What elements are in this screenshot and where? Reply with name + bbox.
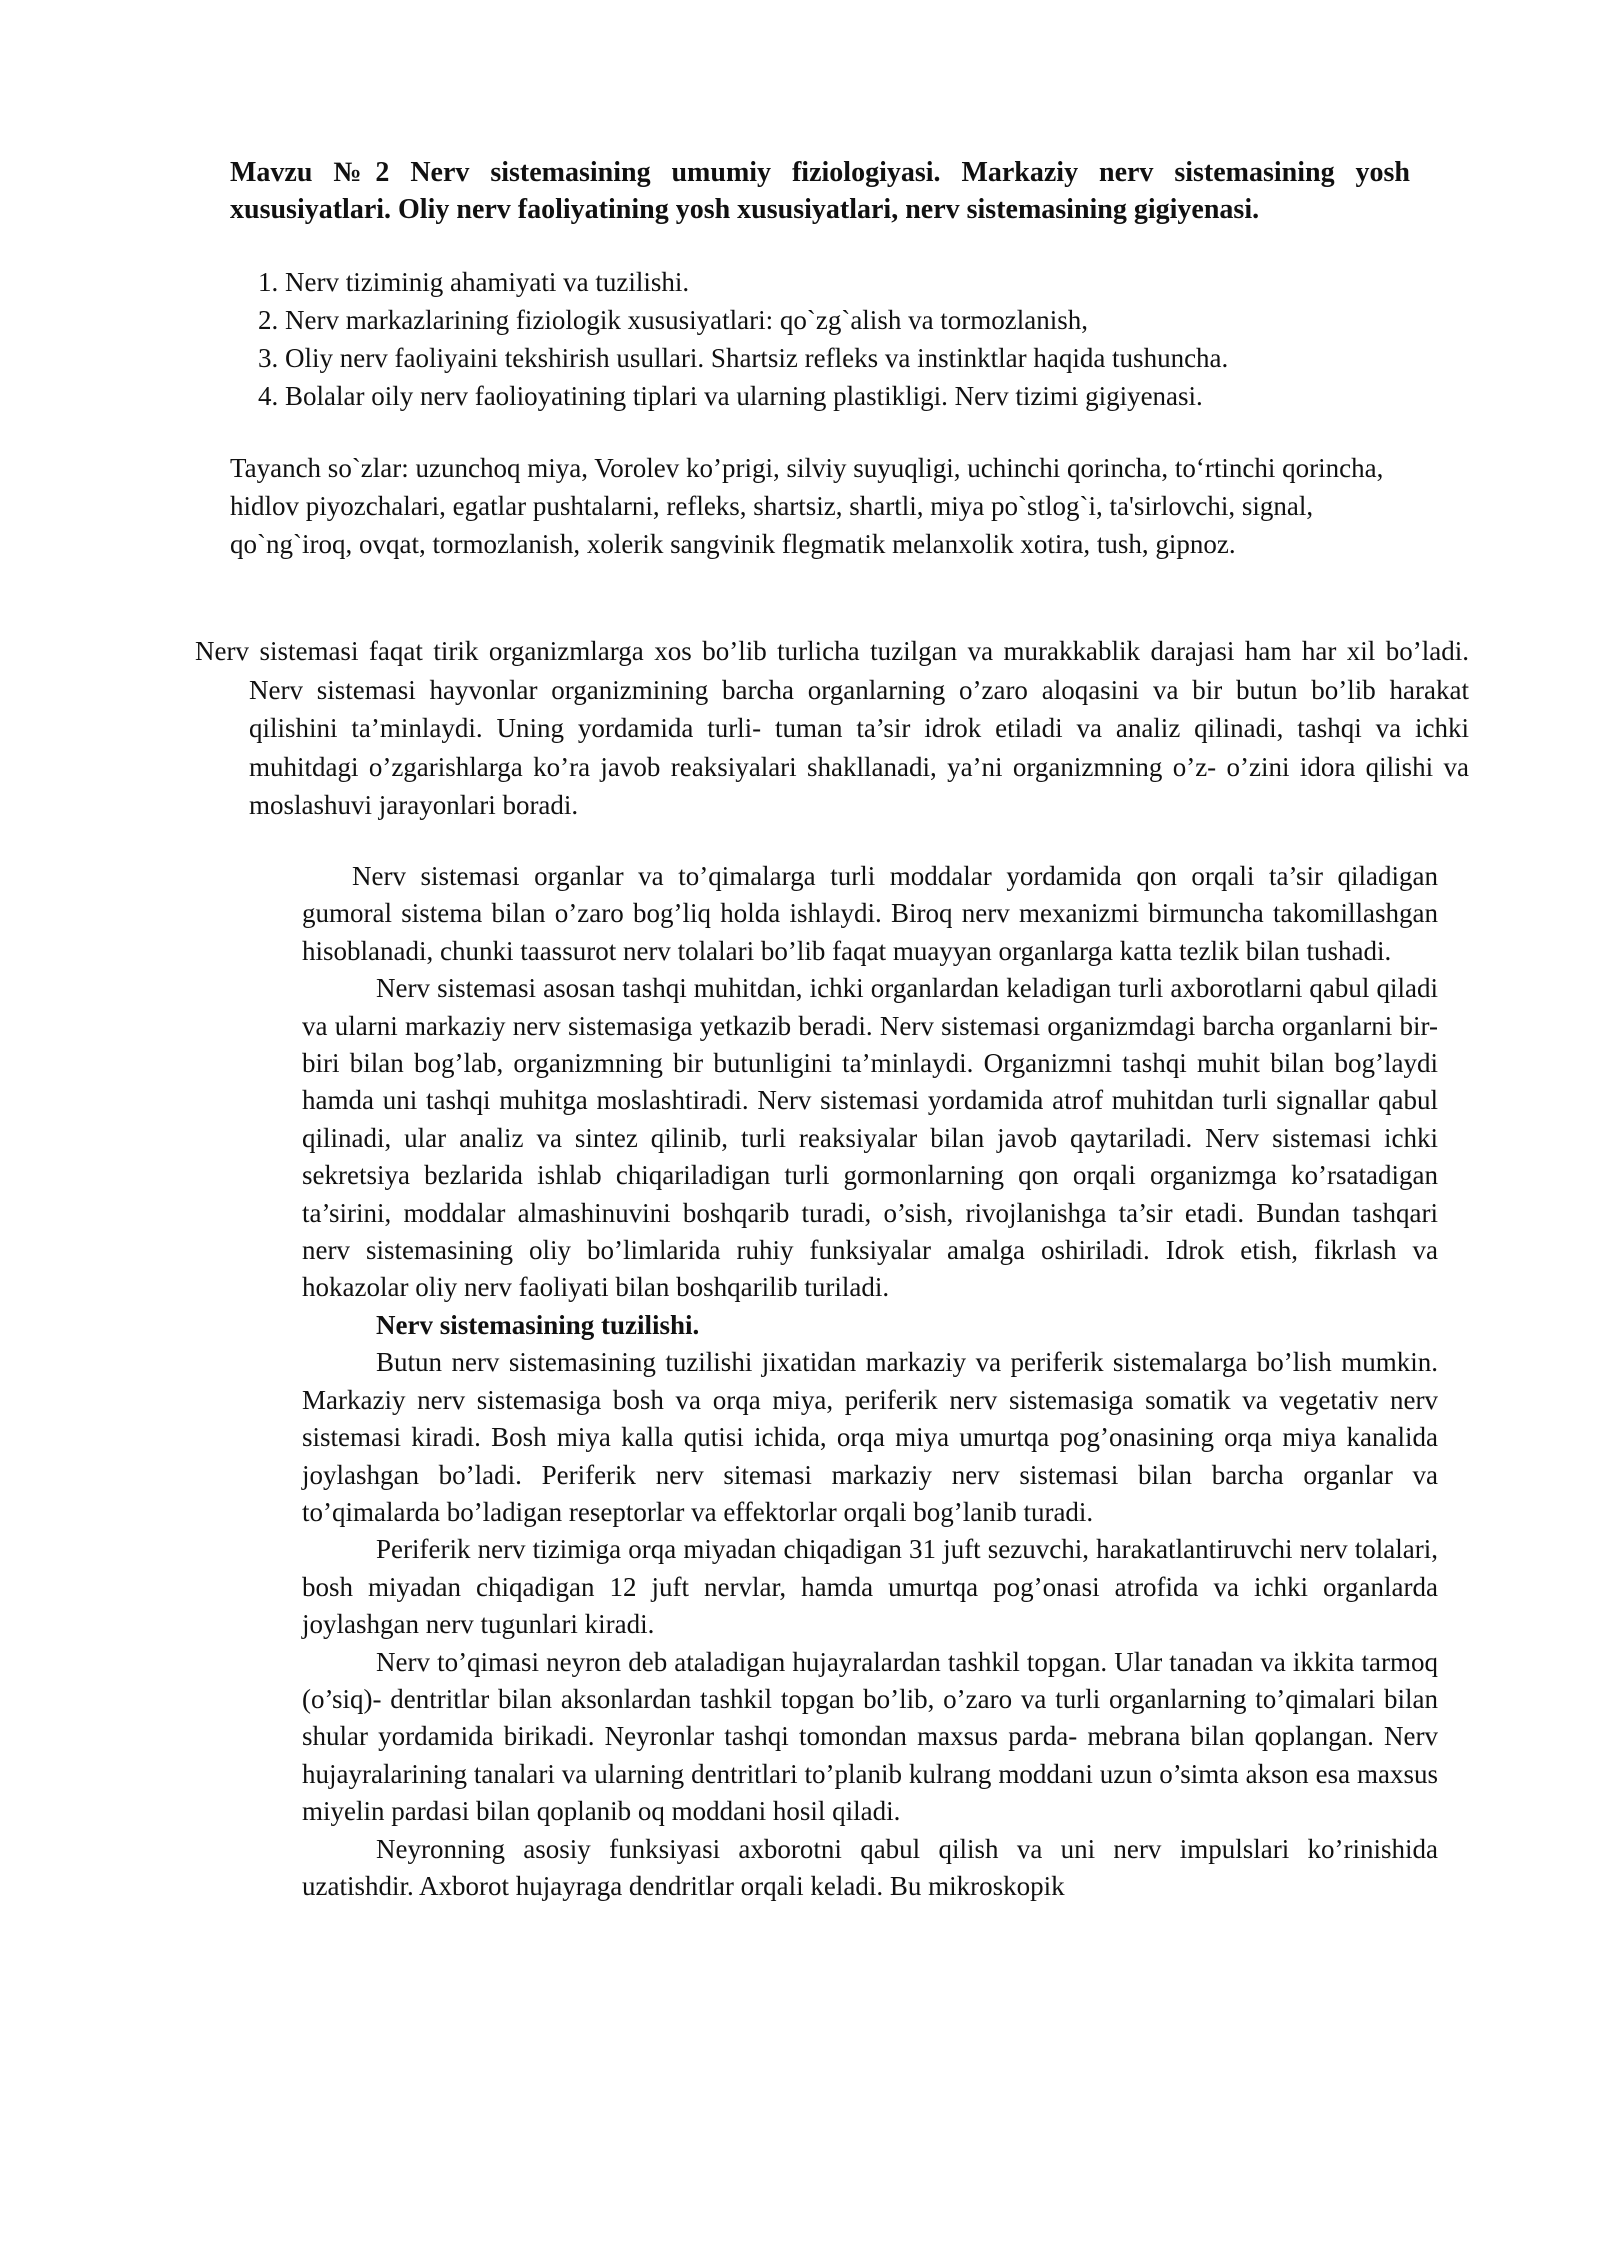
- topic-item: 3. Oliy nerv faoliyaini tekshirish usullari. Shartsiz refleks va instinktlar haqida tushuncha.: [285, 339, 1485, 377]
- body-paragraph: Butun nerv sistemasining tuzilishi jixatidan markaziy va periferik sistemalarga bo’lish mumkin. Markaziy nerv sistemasiga bosh va orqa miya, periferik nerv sistemasiga somatik va vegetativ nerv sistemasi kiradi. Bosh miya kalla qutisi ichida, orqa miya umurtqa pog’onasining orqa miya kanalida joylashgan bo’ladi. Periferik nerv sitemasi markaziy nerv sistemasi bilan barcha organlar va to’qimalarda bo’ladigan reseptorlar va effektorlar orqali bog’lanib turadi.: [302, 1347, 1438, 1527]
- body-paragraph: Neyronning asosiy funksiyasi axborotni qabul qilish va uni nerv impulslari ko’rinishida uzatishdir. Axborot hujayraga dendritlar orqali keladi. Bu mikroskopik: [302, 1833, 1438, 1901]
- body-text: [302, 858, 1438, 1905]
- body-paragraph: Nerv sistemasi organlar va to’qimalarga turli moddalar yordamida qon orqali ta’sir qiladigan gumoral sistema bilan o’zaro bog’liq holda ishlaydi. Biroq nerv mexanizmi birmuncha takomillashgan hisoblanadi, chunki taassurot nerv tolalari bo’lib faqat muayyan organlarga katta tezlik bilan tushadi.: [302, 861, 1438, 966]
- body-paragraph: Periferik nerv tizimiga orqa miyadan chiqadigan 31 juft sezuvchi, harakatlantiruvchi nerv tolalari, bosh miyadan chiqadigan 12 juft nervlar, hamda umurtqa pog’onasi atrofida va ichki organlarda joylashgan nerv tugunlari kiradi.: [302, 1534, 1438, 1640]
- intro-paragraph: Nerv sistemasi faqat tirik organizmlarga xos bo’lib turlicha tuzilgan va murakkablik darajasi ham har xil bo’ladi. Nerv sistemasi hayvonlar organizmining barcha organlarning o’zaro aloqasini va bir butun bo’lib harakat qilishini ta’minlaydi. Uning yordamida turli- tuman ta’sir idrok etiladi va analiz qilinadi, tashqi va ichki muhitdagi o’zgarishlarga ko’ra javob reaksiyalari shakllanadi, ya’ni organizmning o’z- o’zini idora qilishi va moslashuvi jarayonlari boradi.: [195, 636, 1469, 820]
- body-paragraph: Nerv sistemasi asosan tashqi muhitdan, ichki organlardan keladigan turli axborotlarni qabul qiladi va ularni markaziy nerv sistemasiga yetkazib beradi. Nerv sistemasi organizmdagi barcha organlarni bir-biri bilan bog’lab, organizmning bir butunligini ta’minlaydi. Organizmni tashqi muhit bilan bog’laydi hamda uni tashqi muhitga moslashtiradi. Nerv sistemasi yordamida atrof muhitdan turli signallar qabul qilinadi, ular analiz va sintez qilinib, turli reaksiyalar bilan javob qaytariladi. Nerv sistemasi ichki sekretsiya bezlarida ishlab chiqariladigan turli gormonlarning qon orqali organizmga ko’rsatadigan ta’sirini, moddalar almashinuvini boshqarib turadi, o’sish, rivojlanishga ta’sir etadi. Bundan tashqari nerv sistemasining oliy bo’limlarida ruhiy funksiyalar amalga oshiriladi. Idrok etish, fikrlash va hokazolar oliy nerv faoliyati bilan boshqarilib turiladi.: [302, 973, 1438, 1303]
- topic-item: 4. Bolalar oily nerv faolioyatining tiplari va ularning plastikligi. Nerv tizimi gigiyenasi.: [285, 377, 1485, 415]
- topic-item: 1. Nerv tiziminig ahamiyati va tuzilishi.: [285, 263, 1485, 301]
- keywords-paragraph: Tayanch so`zlar: uzunchoq miya, Vorolev ko’prigi, silviy suyuqligi, uchinchi qorincha, to‘rtinchi qorincha, hidlov piyozchalari, egatlar pushtalarni, refleks, shartsiz, shartli, miya po`stlog`i, ta'sirlovchi, signal, qo`ng`iroq, ovqat, tormozlanish, xolerik sangvinik flegmatik melanxolik xotira, tush, gipnoz.: [230, 453, 1384, 559]
- document-title: Mavzu №2 Nerv sistemasining umumiy fiziologiyasi. Markaziy nerv sistemasining yosh xususiyatlari. Oliy nerv faoliyatining yosh xususiyatlari, nerv sistemasining gigiyenasi.: [230, 157, 1410, 225]
- topic-list: [230, 263, 1485, 415]
- topic-item: 2. Nerv markazlarining fiziologik xususiyatlari: qo`zg`alish va tormozlanish,: [285, 301, 1485, 339]
- section-heading: Nerv sistemasining tuzilishi.: [376, 1309, 700, 1340]
- body-paragraph: Nerv to’qimasi neyron deb ataladigan hujayralardan tashkil topgan. Ular tanadan va ikkita tarmoq (o’siq)- dentritlar bilan aksonlardan tashkil topgan bo’lib, o’zaro va turli organlarning to’qimalari bilan shular yordamida birikadi. Neyronlar tashqi tomondan maxsus parda- mebrana bilan qoplangan. Nerv hujayralarining tanalari va ularning dentritlari to’planib kulrang moddani uzun o’simta akson esa maxsus miyelin pardasi bilan qoplanib oq moddani hosil qiladi.: [302, 1646, 1438, 1827]
